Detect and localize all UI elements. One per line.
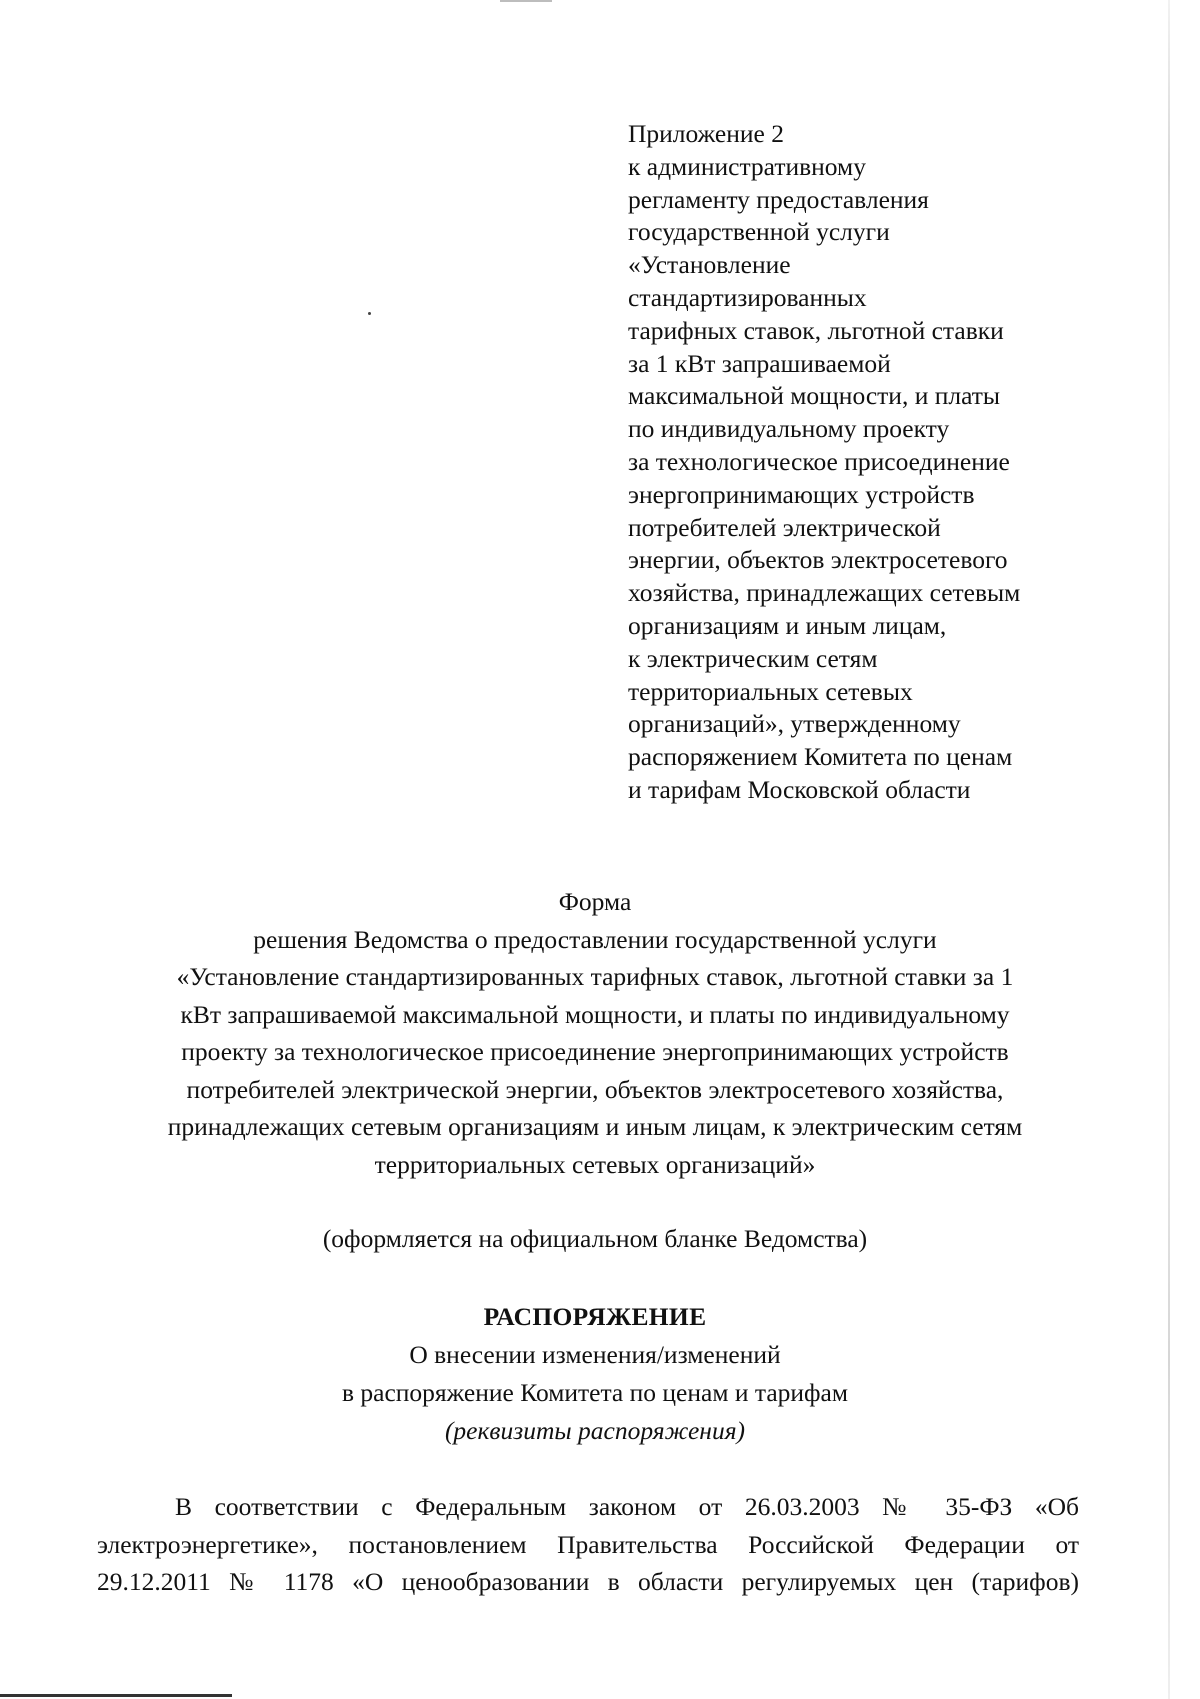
appendix-line: максимальной мощности, и платы — [628, 381, 1001, 411]
appendix-line: к электрическим сетям — [628, 643, 878, 673]
form-title-line: решения Ведомства о предоставлении государственной услуги — [253, 924, 937, 954]
appendix-line: Приложение 2 — [628, 119, 784, 148]
body-line: В соответствии с Федеральным законом от 26.03.2003 № 35-ФЗ «Об — [175, 1492, 1079, 1521]
appendix-line: хозяйства, принадлежащих сетевым — [628, 578, 1021, 608]
appendix-line: регламенту предоставления — [628, 184, 929, 214]
scan-artifact-top — [500, 0, 552, 2]
form-title-line: потребителей электрической энергии, объектов электросетевого хозяйства, — [186, 1074, 1004, 1104]
appendix-line: организациям и иным лицам, — [628, 610, 947, 640]
scan-artifact-bottom — [0, 1694, 232, 1697]
form-title-line: «Установление стандартизированных тарифных ставок, льготной ставки за 1 — [176, 962, 1014, 991]
official-letterhead-note: (оформляется на официальном бланке Ведомства) — [322, 1224, 868, 1253]
appendix-line: по индивидуальному проекту — [628, 414, 950, 444]
appendix-line: за технологическое присоединение — [628, 446, 1010, 476]
appendix-line: к административному — [628, 151, 866, 181]
form-title-line: кВт запрашиваемой максимальной мощности, и платы по индивидуальному — [180, 999, 1010, 1029]
order-block — [95, 1298, 1095, 1450]
form-title-line: принадлежащих сетевым организациям и иным лицам, к электрическим сетям — [167, 1112, 1023, 1141]
body-paragraph — [97, 1488, 1079, 1601]
appendix-line: стандартизированных — [628, 282, 867, 312]
appendix-line: тарифных ставок, льготной ставки — [628, 315, 1004, 345]
scan-edge-shadow — [1168, 0, 1170, 1699]
appendix-line: территориальных сетевых — [628, 676, 913, 706]
appendix-line: организаций», утвержденному — [628, 709, 961, 739]
appendix-line: потребителей электрической — [628, 512, 941, 542]
appendix-block — [628, 118, 1148, 807]
appendix-line: энергии, объектов электросетевого — [628, 545, 1008, 575]
appendix-line: распоряжением Комитета по ценам — [628, 742, 1013, 772]
appendix-line: и тарифам Московской области — [628, 774, 971, 804]
form-title-line: территориальных сетевых организаций» — [374, 1149, 816, 1179]
order-heading: РАСПОРЯЖЕНИЕ — [483, 1302, 707, 1331]
appendix-line: государственной услуги — [628, 217, 890, 247]
order-subtitle: О внесении изменения/изменений — [409, 1340, 781, 1369]
scan-speck — [368, 312, 371, 315]
appendix-line: энергопринимающих устройств — [628, 479, 975, 509]
body-line: электроэнергетике», постановлением Правительства Российской Федерации от — [97, 1529, 1079, 1559]
appendix-line: «Установление — [628, 250, 791, 280]
form-title-line: Форма — [558, 887, 632, 916]
appendix-line: за 1 кВт запрашиваемой — [628, 348, 891, 378]
order-subtitle: в распоряжение Комитета по ценам и тарифам — [341, 1378, 849, 1407]
body-line: 29.12.2011 № 1178 «О ценообразовании в области регулируемых цен (тарифов) — [97, 1567, 1079, 1596]
order-details-placeholder: (реквизиты распоряжения) — [444, 1416, 746, 1445]
form-title — [95, 883, 1095, 1183]
form-title-line: проекту за технологическое присоединение энергопринимающих устройств — [181, 1037, 1009, 1066]
